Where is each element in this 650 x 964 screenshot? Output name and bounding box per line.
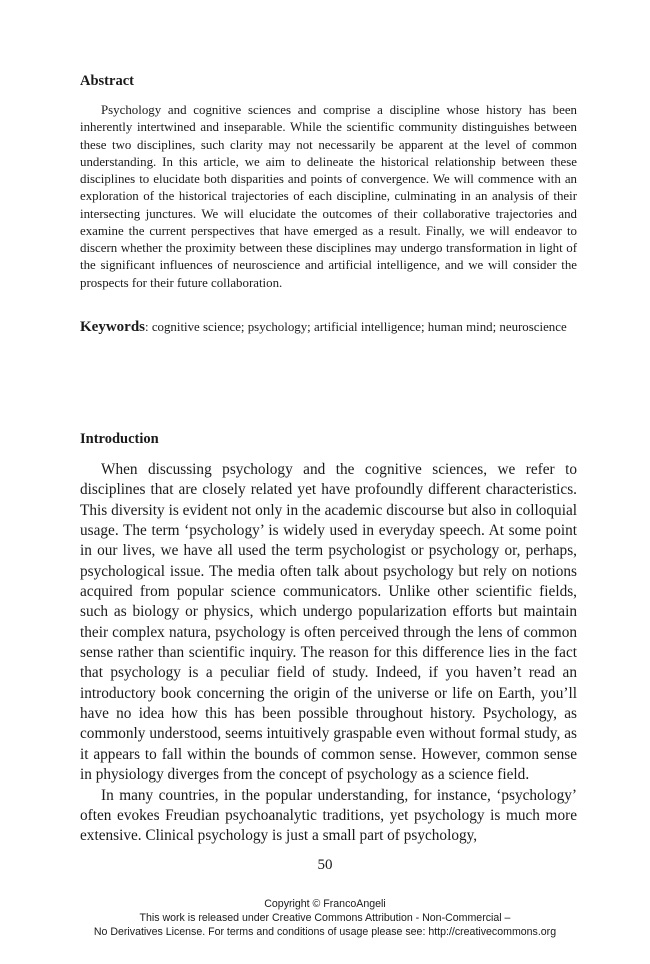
page-number: 50 [317, 857, 333, 873]
footer-copyright: Copyright © FrancoAngeli [264, 898, 386, 910]
keywords [80, 318, 577, 336]
introduction-paragraph: When discussing psychology and the cognitive sciences, we refer to disciplines that are closely related yet have profoundly different characteristics. This diversity is evident not only in the academic discourse but also in colloquial usage. The term ‘psychology’ is widely used in everyday speech. At some point in our lives, we have all used the term psychologist or psychology or, perhaps, psychological issue. The media often talk about psychology but rely on notions acquired from popular science communicators. Unlike other scientific fields, such as biology or physics, which undergo popularization efforts but maintain their complex natura, psychology is often perceived through the lens of common sense rather than scientific inquiry. The reason for this difference lies in the fact that psychology is a peculiar field of study. Indeed, if you haven’t read an introductory book concerning the origin of the universe or life on Earth, you’ll have no idea how this has been possible throughout history. Psychology, as commonly understood, seems intuitively graspable even without formal study, as it appears to fall within the bounds of common sense. However, common sense in physiology diverges from the concept of psychology as a science field. [80, 461, 577, 784]
introduction-body [80, 460, 577, 847]
abstract-body: Psychology and cognitive sciences and comprise a discipline whose history has been inherently intertwined and inseparable. While the scientific community distinguishes between these two disciplines, such clarity may not necessarily be apparent at the level of common understanding. In this article, we aim to delineate the historical relationship between these disciplines to elucidate both disparities and points of convergence. We will commence with an exploration of the historical trajectories of each discipline, culminating in an analysis of their intersecting junctures. We will elucidate the outcomes of their collaborative trajectories and examine the current perspectives that have emerged as a result. Finally, we will endeavor to discern whether the proximity between these disciplines may undergo transformation in light of the significant influences of neuroscience and artificial intelligence, and we will consider the prospects for their future collaboration. [80, 103, 577, 290]
footer-license-link: No Derivatives License. For terms and conditions of usage please see: http://creativecommons.org [93, 926, 557, 939]
keywords-label: Keywords [80, 319, 145, 335]
introduction-paragraph: In many countries, in the popular understanding, for instance, ‘psychology’ often evokes Freudian psychoanalytic traditions, yet psychology is much more extensive. Clinical psychology is just a small part of psychology, [80, 786, 577, 845]
abstract-heading: Abstract [80, 73, 134, 89]
introduction-heading: Introduction [80, 431, 159, 447]
copyright-footer [0, 897, 650, 940]
keywords-text: cognitive science; psychology; artificial intelligence; human mind; neuroscience [151, 320, 567, 334]
keywords-separator: : [145, 320, 152, 334]
footer-license: This work is released under Creative Commons Attribution - Non-Commercial – [139, 912, 511, 925]
